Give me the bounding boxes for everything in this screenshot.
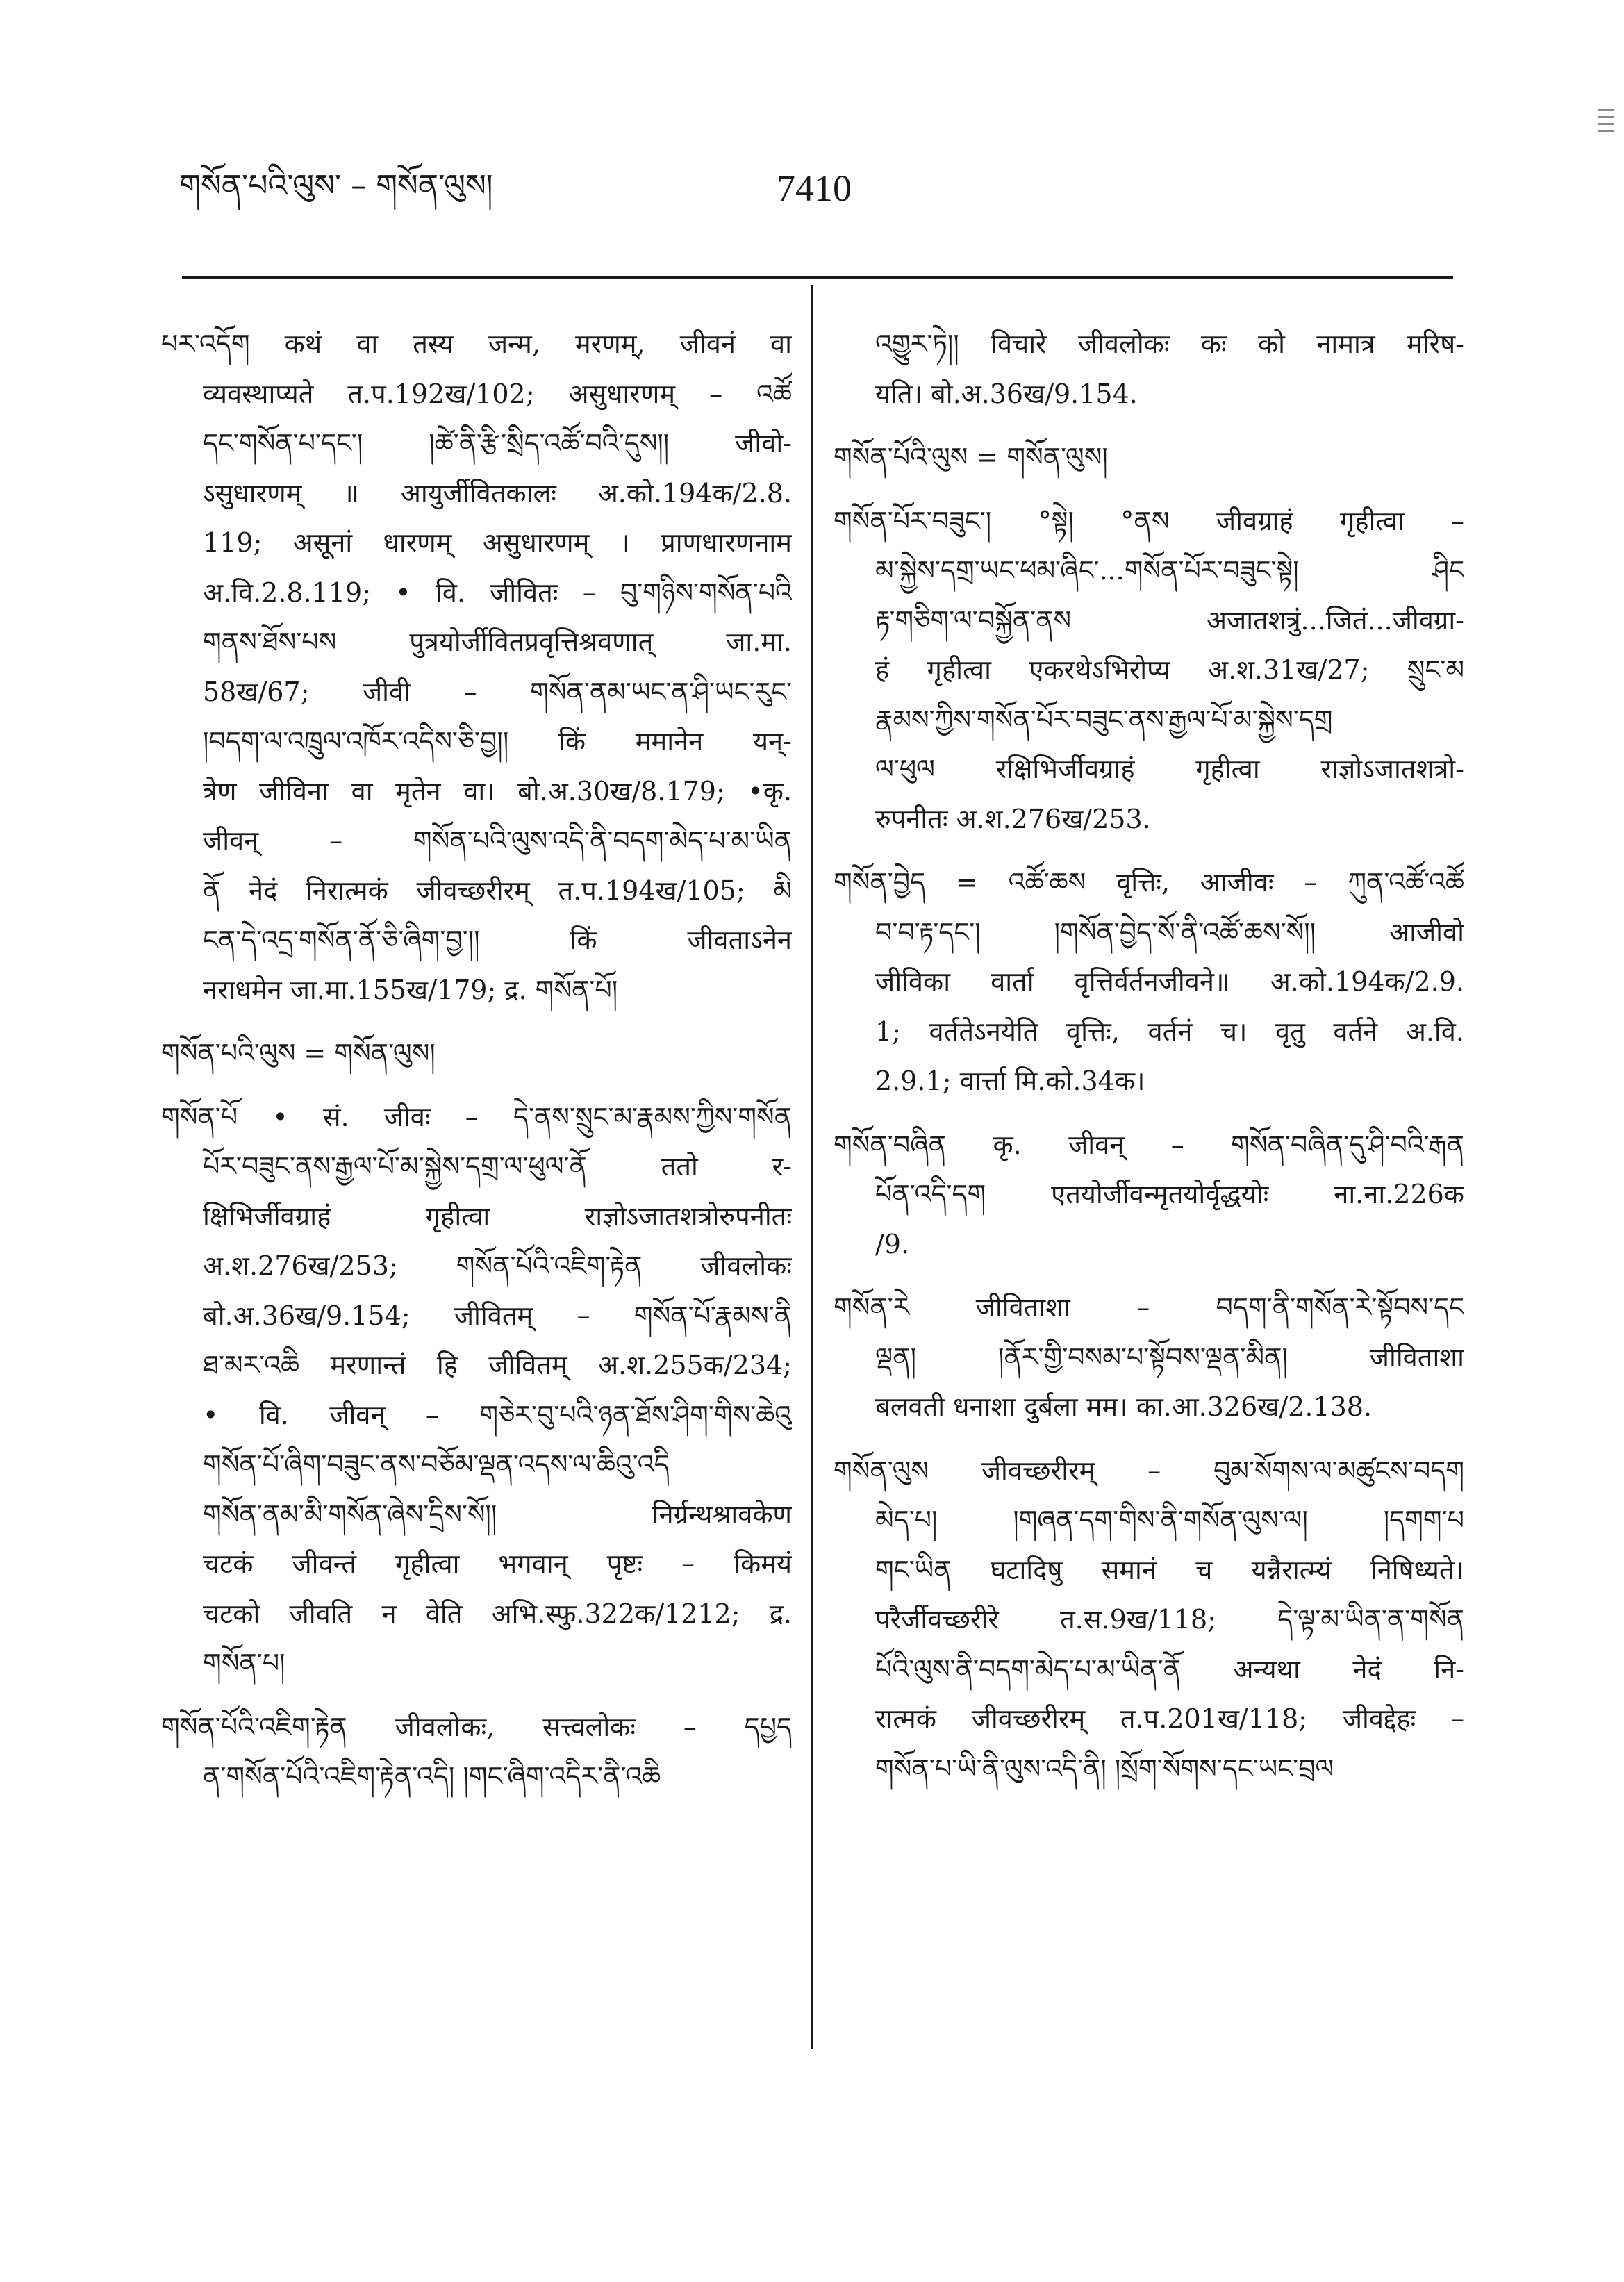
- entry-line: གསོན་པ་ཡི་ནི་ལུས་འདི་ནི། །སྲོག་སོགས་དང་ཡང་བྲལ: [875, 1753, 1334, 1784]
- dictionary-entry: [834, 497, 1464, 845]
- entry-line: གསོན་པ།: [203, 1648, 285, 1678]
- entry-line: རྣམས་ཀྱིས་གསོན་པོར་བཟུང་ནས་རྒྱལ་པོ་མ་སྐྱེས་དགྲ: [875, 704, 1333, 735]
- entry-line: དང་གསོན་པ་དང་། །ཚེ་ནི་རྩི་སྲིད་འཚོ་བའི་དུས།། जीवो-: [203, 428, 792, 458]
- entry-line: बलवती धनाशा दुर्बला मम। का.आ.326ख/2.138.: [875, 1391, 1373, 1422]
- entry-line: །བདག་ལ་འཁྲུལ་འཁོར་འདིས་ཅི་བྱ།། किं ममानेन यन्-: [203, 726, 792, 756]
- page-number: 7410: [777, 167, 852, 209]
- dictionary-entry: [834, 858, 1464, 1107]
- entry-line: གསོན་པོ • सं. जीवः – དེ་ནས་སྲུང་མ་རྣམས་ཀྱིས་གསོན: [161, 1101, 792, 1132]
- entry-line: པར་འདོག कथं वा तस्य जन्म, मरणम्, जीवनं वा: [161, 329, 792, 359]
- dictionary-entry: [834, 433, 1464, 483]
- entry-line: གསོན་ནམ་མི་གསོན་ཞེས་དྲིས་སོ།། निर्ग्रन्थश्रावकेण: [203, 1498, 792, 1530]
- entry-line: གང་ཡིན घटादिषु समानं च यन्नैरात्म्यं निषिध्यते।: [875, 1554, 1464, 1585]
- dictionary-entry: [161, 1703, 792, 1802]
- entry-line: 119; असूनां धारणम् असुधारणम् । प्राणधारणनाम: [203, 527, 792, 558]
- entry-line: གནས་ཐོས་པས पुत्रयोर्जीवितप्रवृत्तिश्रवणात् जा.मा.: [203, 627, 792, 657]
- dictionary-entry: [834, 1446, 1464, 1794]
- entry-line: अ.वि.2.8.119; • वि. जीवितः – བུ་གཉིས་གསོན་པའི: [203, 577, 792, 608]
- running-head: གསོན་པའི་ལུས་ – གསོན་ལུས།: [179, 168, 493, 204]
- entry-line: /9.: [875, 1228, 910, 1259]
- entry-line: གསོན་པའི་ལུས = གསོན་ལུས།: [161, 1038, 436, 1068]
- entry-line: रात्मकं जीवच्छरीरम् त.प.201ख/118; जीवद्देहः –: [875, 1703, 1464, 1734]
- entry-line: གསོན་བཞིན कृ. जीवन् – གསོན་བཞིན་དུ་ཤི་བའི་རྒན: [834, 1129, 1464, 1160]
- entry-line: གསོན་པོའི་ལུས = གསོན་ལུས།: [834, 442, 1108, 472]
- entry-line: त्रेण जीविना वा मृतेन वा। बो.अ.30ख/8.179; •कृ.: [203, 775, 792, 807]
- entry-line: रुपनीतः अ.श.276ख/253.: [875, 803, 1151, 834]
- entry-line: ऽसुधारणम् ॥ आयुर्जीवितकालः अ.को.194क/2.8.: [203, 477, 792, 509]
- entry-line: अ.श.276ख/253; གསོན་པོའི་འཇིག་རྟེན जीवलोकः: [203, 1250, 792, 1281]
- entry-line: རྟ་གཅིག་ལ་བསྐྱོན་ནས अजातशत्रुं...जितं...जीवग्रा-: [875, 604, 1464, 636]
- entry-line: ངན་དེ་འདྲ་གསོན་ནོ་ཅི་ཞིག་བྱ་།། किं जीवताऽनेन: [203, 925, 792, 955]
- entry-line: པོར་བཟུང་ནས་རྒྱལ་པོ་མ་སྐྱེས་དགྲ་ལ་ཕུལ་ནོ ततो र-: [203, 1151, 792, 1182]
- entry-line: མེད་པ། །གཞན་དག་གིས་ནི་གསོན་ལུས་ལ། །དགག་པ: [875, 1505, 1464, 1535]
- entry-line: མ་སྐྱེས་དགྲ་ཡང་ཕམ་ཞིང་...གསོན་པོར་བཟུང་སྟེ། ཤིང: [875, 555, 1464, 586]
- entry-line: क्षिभिर्जीवग्राहं गृहीत्वा राज्ञोऽजातशत्रोरुपनीतः: [203, 1200, 792, 1232]
- entry-line: चटको जीवति न वेति अभि.स्फु.322क/1212; द्र.: [203, 1598, 792, 1629]
- entry-line: परैर्जीवच्छरीरे त.स.9ख/118; དེ་ལྟ་མ་ཡིན་ན་གསོན: [875, 1604, 1464, 1635]
- entry-line: ཐ་མར་འཆི मरणान्तं हि जीवितम् अ.श.255क/234;: [203, 1350, 792, 1380]
- entry-line: हं गृहीत्वा एकरथेऽभिरोप्य अ.श.31ख/27; སྲུང་མ: [875, 654, 1464, 685]
- entry-line: 1; वर्ततेऽनयेति वृत्तिः, वर्तनं च। वृतु वर्तने अ.वि.: [875, 1016, 1464, 1047]
- dictionary-entry: [834, 1283, 1464, 1432]
- entry-line: བ་བ་རྟ་དང་། །གསོན་བྱེད་སོ་ནི་འཚོ་ཆས་སོ།། आजीवो: [875, 916, 1464, 948]
- entry-line: जीवन् – གསོན་པའི་ལུས་འདི་ནི་བདག་མེད་པ་མ་ཡིན: [203, 825, 792, 856]
- entry-line: ན་གསོན་པོའི་འཇིག་རྟེན་འདི། །གང་ཞིག་འདིར་ནི་འཆི: [203, 1761, 661, 1792]
- entry-line: པོན་འདི་དག एतयोर्जीवन्मृतयोर्वृद्धयोः ना.ना.226क: [875, 1179, 1464, 1209]
- dictionary-entry: [834, 320, 1464, 419]
- entry-line: 58ख/67; जीवी – གསོན་ནམ་ཡང་ན་ཤི་ཡང་རུང་: [203, 676, 792, 707]
- entry-line: ལ་ཕུལ रक्षिभिर्जीवग्राहं गृहीत्वा राज्ञोऽजातशत्रो-: [875, 754, 1464, 784]
- entry-line: व्यवस्थाप्यते त.प.192ख/102; असुधारणम् – འཚོ: [203, 378, 792, 409]
- entry-line: 2.9.1; वार्त्ता मि.को.34क।: [875, 1066, 1145, 1096]
- entry-line: གསོན་པོར་བཟུང་། °སྟེ། °ནས जीवग्राहं गृहीत्वा –: [834, 505, 1464, 536]
- right-column: [834, 320, 1464, 1808]
- entry-line: यति। बो.अ.36ख/9.154.: [875, 378, 1138, 409]
- column-divider: [811, 285, 813, 2049]
- header-rule: [182, 276, 1453, 279]
- entry-line: • वि. जीवन् – གཅེར་བུ་པའི་ཉན་ཐོས་ཤིག་གིས་ཆེའུ: [203, 1399, 792, 1430]
- dictionary-entry: [161, 1029, 792, 1079]
- entry-line: གསོན་བྱེད = འཚོ་ཆས वृत्तिः, आजीवः – ཀུན་འཚོ་འཚོ: [834, 867, 1464, 898]
- entry-line: འགྱུར་ཏེ།། विचारे जीवलोकः कः को नामात्र मरिष-: [875, 329, 1464, 359]
- entry-line: གསོན་ལུས जीवच्छरीरम् – བུམ་སོགས་ལ་མཚུངས་བདག: [834, 1455, 1464, 1486]
- entry-line: གསོན་པོའི་འཇིག་རྟེན जीवलोकः, सत्त्वलोकः – དཔྱད: [161, 1711, 792, 1742]
- entry-line: बो.अ.36ख/9.154; जीवितम् – གསོན་པོ་རྣམས་ནི: [203, 1300, 792, 1331]
- entry-line: ལྡན། །ནོར་གྱི་བསམ་པ་སྟོབས་ལྡན་མིན། जीविताशा: [875, 1341, 1464, 1373]
- entry-line: ནོ नेदं निरात्मकं जीवच्छरीरम् त.प.194ख/105; མི: [203, 875, 792, 906]
- dictionary-entry: [161, 1093, 792, 1689]
- entry-line: གསོན་པོ་ཞིག་བཟུང་ནས་བཅོམ་ལྡན་འདས་ལ་ཆིའུ་འདི: [203, 1449, 670, 1480]
- entry-line: नराधमेन जा.मा.155ख/179; द्र. གསོན་པོ།: [203, 974, 618, 1005]
- entry-line: གསོན་རེ जीविताशा – བདག་ནི་གསོན་རེ་སྟོབས་དང: [834, 1292, 1464, 1323]
- entry-line: जीविका वार्ता वृत्तिर्वर्तनजीवने॥ अ.को.194क/2.9.: [875, 966, 1464, 997]
- scan-edge-marks: [1598, 104, 1614, 188]
- dictionary-entry: [834, 1121, 1464, 1270]
- left-column: [161, 320, 792, 1816]
- dictionary-entry: [161, 320, 792, 1015]
- entry-line: चटकं जीवन्तं गृहीत्वा भगवान् पृष्टः – किमयं: [203, 1548, 792, 1579]
- entry-line: པོའི་ལུས་ནི་བདག་མེད་པ་མ་ཡིན་ནོ अन्यथा नेदं नि-: [875, 1653, 1464, 1685]
